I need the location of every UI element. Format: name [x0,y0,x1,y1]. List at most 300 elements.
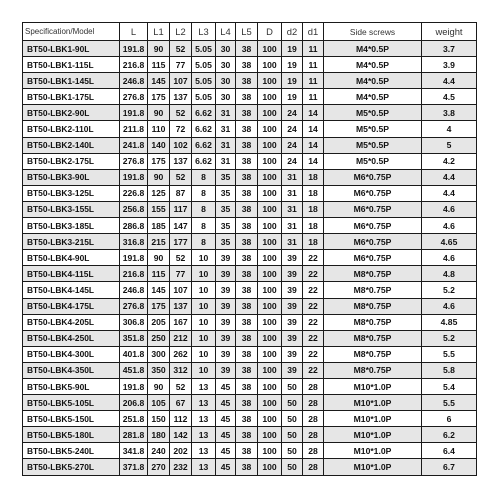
cell-l5: 38 [236,137,258,153]
cell-d1: 14 [303,153,324,169]
cell-l5: 38 [236,105,258,121]
cell-side-screws: M4*0.5P [324,41,422,57]
cell-l4: 45 [216,427,236,443]
table-row [23,185,477,201]
table-row [23,73,477,89]
cell-d: 100 [258,330,282,346]
cell-weight: 4.4 [422,73,477,89]
header-l2: L2 [170,23,192,41]
cell-l4: 35 [216,169,236,185]
cell-d2: 39 [282,282,303,298]
cell-d1: 18 [303,234,324,250]
table-row [23,346,477,362]
table-row [23,41,477,57]
cell-l5: 38 [236,362,258,378]
cell-l1: 175 [148,89,170,105]
cell-l3: 8 [192,234,216,250]
cell-model: BT50-LBK4-90L [23,250,120,266]
cell-l2: 52 [170,250,192,266]
cell-l4: 35 [216,234,236,250]
cell-l1: 300 [148,346,170,362]
cell-d1: 22 [303,346,324,362]
cell-l4: 31 [216,105,236,121]
cell-d2: 50 [282,459,303,475]
cell-l5: 38 [236,395,258,411]
cell-weight: 4.65 [422,234,477,250]
cell-l2: 112 [170,411,192,427]
cell-l4: 45 [216,459,236,475]
cell-weight: 4.4 [422,185,477,201]
cell-l: 276.8 [120,298,148,314]
cell-side-screws: M6*0.75P [324,169,422,185]
table-row [23,121,477,137]
cell-l5: 38 [236,378,258,394]
cell-model: BT50-LBK1-115L [23,57,120,73]
cell-weight: 4.2 [422,153,477,169]
cell-d: 100 [258,346,282,362]
cell-side-screws: M6*0.75P [324,201,422,217]
cell-model: BT50-LBK4-350L [23,362,120,378]
cell-l5: 38 [236,121,258,137]
cell-l: 246.8 [120,73,148,89]
cell-l2: 212 [170,330,192,346]
cell-model: BT50-LBK2-175L [23,153,120,169]
cell-l5: 38 [236,201,258,217]
cell-l5: 38 [236,234,258,250]
cell-d2: 19 [282,73,303,89]
cell-d: 100 [258,395,282,411]
cell-model: BT50-LBK4-300L [23,346,120,362]
cell-l1: 180 [148,427,170,443]
cell-side-screws: M5*0.5P [324,121,422,137]
cell-l: 211.8 [120,121,148,137]
table-row [23,201,477,217]
cell-d: 100 [258,201,282,217]
cell-l: 191.8 [120,105,148,121]
cell-l4: 31 [216,137,236,153]
cell-side-screws: M6*0.75P [324,218,422,234]
cell-l5: 38 [236,443,258,459]
cell-d: 100 [258,266,282,282]
cell-l2: 147 [170,218,192,234]
table-row [23,314,477,330]
cell-l: 241.8 [120,137,148,153]
cell-l1: 270 [148,459,170,475]
table-row [23,378,477,394]
cell-l2: 52 [170,169,192,185]
cell-d1: 22 [303,362,324,378]
cell-d1: 14 [303,137,324,153]
cell-side-screws: M10*1.0P [324,443,422,459]
cell-d1: 22 [303,266,324,282]
cell-l: 341.8 [120,443,148,459]
cell-l1: 115 [148,57,170,73]
table-body [23,41,477,476]
cell-l4: 39 [216,282,236,298]
cell-d1: 22 [303,314,324,330]
cell-weight: 6 [422,411,477,427]
cell-side-screws: M10*1.0P [324,411,422,427]
cell-d: 100 [258,57,282,73]
cell-l: 226.8 [120,185,148,201]
cell-model: BT50-LBK3-125L [23,185,120,201]
cell-l3: 10 [192,362,216,378]
cell-l4: 39 [216,266,236,282]
cell-l: 256.8 [120,201,148,217]
cell-d: 100 [258,73,282,89]
cell-l3: 13 [192,427,216,443]
cell-l4: 30 [216,57,236,73]
cell-weight: 4.6 [422,298,477,314]
cell-l1: 125 [148,185,170,201]
cell-d2: 39 [282,330,303,346]
cell-d1: 18 [303,185,324,201]
cell-side-screws: M10*1.0P [324,427,422,443]
cell-side-screws: M5*0.5P [324,105,422,121]
cell-weight: 3.7 [422,41,477,57]
cell-l2: 137 [170,298,192,314]
header-l4: L4 [216,23,236,41]
cell-d1: 11 [303,89,324,105]
cell-d: 100 [258,169,282,185]
cell-l3: 8 [192,185,216,201]
cell-model: BT50-LBK4-115L [23,266,120,282]
table-row [23,105,477,121]
cell-d2: 50 [282,395,303,411]
cell-d: 100 [258,105,282,121]
cell-side-screws: M8*0.75P [324,362,422,378]
cell-l1: 115 [148,266,170,282]
cell-l1: 90 [148,41,170,57]
cell-weight: 4.6 [422,201,477,217]
cell-d2: 19 [282,41,303,57]
cell-l: 276.8 [120,153,148,169]
cell-l: 316.8 [120,234,148,250]
cell-l: 371.8 [120,459,148,475]
table-row [23,443,477,459]
cell-l: 216.8 [120,266,148,282]
cell-l: 351.8 [120,330,148,346]
cell-model: BT50-LBK4-145L [23,282,120,298]
cell-l1: 145 [148,282,170,298]
cell-model: BT50-LBK2-90L [23,105,120,121]
cell-side-screws: M5*0.5P [324,137,422,153]
cell-weight: 4.5 [422,89,477,105]
cell-l1: 250 [148,330,170,346]
cell-side-screws: M10*1.0P [324,378,422,394]
cell-l3: 10 [192,250,216,266]
cell-side-screws: M10*1.0P [324,395,422,411]
header-d: D [258,23,282,41]
header-d2: d2 [282,23,303,41]
cell-d2: 24 [282,153,303,169]
cell-l2: 262 [170,346,192,362]
cell-weight: 4.8 [422,266,477,282]
header-l1: L1 [148,23,170,41]
cell-d2: 50 [282,443,303,459]
cell-d2: 31 [282,185,303,201]
cell-l2: 107 [170,73,192,89]
table-row [23,459,477,475]
cell-l4: 30 [216,73,236,89]
cell-l2: 107 [170,282,192,298]
cell-l4: 31 [216,121,236,137]
cell-l1: 350 [148,362,170,378]
cell-l2: 142 [170,427,192,443]
cell-d: 100 [258,378,282,394]
cell-model: BT50-LBK3-155L [23,201,120,217]
cell-l1: 150 [148,411,170,427]
cell-weight: 5.5 [422,395,477,411]
cell-d1: 28 [303,427,324,443]
table-row [23,250,477,266]
cell-weight: 6.4 [422,443,477,459]
table-row [23,362,477,378]
cell-model: BT50-LBK4-205L [23,314,120,330]
cell-l4: 30 [216,89,236,105]
cell-side-screws: M8*0.75P [324,330,422,346]
cell-l3: 8 [192,169,216,185]
cell-model: BT50-LBK3-215L [23,234,120,250]
cell-l4: 39 [216,250,236,266]
cell-l1: 105 [148,395,170,411]
cell-d: 100 [258,362,282,378]
cell-l4: 39 [216,330,236,346]
cell-l2: 77 [170,57,192,73]
cell-l2: 52 [170,105,192,121]
table-row [23,57,477,73]
cell-model: BT50-LBK5-180L [23,427,120,443]
cell-weight: 5 [422,137,477,153]
cell-l3: 13 [192,459,216,475]
table-row [23,330,477,346]
cell-d2: 50 [282,427,303,443]
cell-l3: 10 [192,298,216,314]
cell-d2: 31 [282,218,303,234]
cell-l: 451.8 [120,362,148,378]
cell-l4: 45 [216,395,236,411]
cell-d: 100 [258,298,282,314]
cell-d: 100 [258,153,282,169]
cell-d2: 31 [282,201,303,217]
cell-d2: 39 [282,250,303,266]
cell-l: 206.8 [120,395,148,411]
cell-l2: 137 [170,153,192,169]
cell-weight: 4.6 [422,218,477,234]
cell-l3: 5.05 [192,57,216,73]
cell-side-screws: M5*0.5P [324,153,422,169]
header-specification: Specification/Model [23,23,120,41]
table-row [23,169,477,185]
cell-l5: 38 [236,298,258,314]
cell-weight: 3.8 [422,105,477,121]
cell-weight: 4 [422,121,477,137]
cell-model: BT50-LBK5-150L [23,411,120,427]
cell-l3: 10 [192,282,216,298]
cell-l3: 8 [192,218,216,234]
cell-d2: 39 [282,362,303,378]
cell-d2: 24 [282,105,303,121]
cell-l: 246.8 [120,282,148,298]
cell-l1: 175 [148,153,170,169]
cell-weight: 4.6 [422,250,477,266]
cell-weight: 4.4 [422,169,477,185]
cell-l2: 102 [170,137,192,153]
cell-l1: 145 [148,73,170,89]
cell-d1: 28 [303,459,324,475]
cell-d1: 28 [303,411,324,427]
cell-d: 100 [258,411,282,427]
cell-l: 191.8 [120,169,148,185]
table-row [23,282,477,298]
cell-l4: 35 [216,218,236,234]
cell-l1: 140 [148,137,170,153]
cell-side-screws: M8*0.75P [324,346,422,362]
cell-d1: 11 [303,73,324,89]
cell-d1: 11 [303,41,324,57]
cell-d: 100 [258,427,282,443]
cell-model: BT50-LBK4-175L [23,298,120,314]
header-l5: L5 [236,23,258,41]
cell-d: 100 [258,185,282,201]
cell-weight: 6.2 [422,427,477,443]
cell-d: 100 [258,250,282,266]
table-row [23,153,477,169]
cell-l2: 312 [170,362,192,378]
cell-side-screws: M8*0.75P [324,314,422,330]
cell-side-screws: M6*0.75P [324,185,422,201]
cell-d1: 22 [303,250,324,266]
header-weight: weight [422,23,477,41]
cell-d: 100 [258,89,282,105]
cell-l3: 8 [192,201,216,217]
cell-l5: 38 [236,282,258,298]
header-l: L [120,23,148,41]
cell-l2: 77 [170,266,192,282]
cell-d2: 24 [282,121,303,137]
cell-d2: 31 [282,169,303,185]
cell-l5: 38 [236,459,258,475]
cell-l5: 38 [236,346,258,362]
cell-l2: 177 [170,234,192,250]
cell-weight: 5.4 [422,378,477,394]
cell-l1: 215 [148,234,170,250]
cell-l4: 35 [216,201,236,217]
cell-model: BT50-LBK3-90L [23,169,120,185]
cell-l5: 38 [236,411,258,427]
cell-l1: 205 [148,314,170,330]
table-row [23,89,477,105]
cell-l4: 35 [216,185,236,201]
cell-weight: 6.7 [422,459,477,475]
table-row [23,427,477,443]
cell-model: BT50-LBK4-250L [23,330,120,346]
cell-d: 100 [258,41,282,57]
table-row [23,298,477,314]
cell-d1: 11 [303,57,324,73]
cell-l4: 39 [216,362,236,378]
cell-l3: 6.62 [192,105,216,121]
cell-d: 100 [258,218,282,234]
cell-l5: 38 [236,41,258,57]
cell-l3: 10 [192,314,216,330]
table-row [23,411,477,427]
cell-model: BT50-LBK5-90L [23,378,120,394]
cell-l5: 38 [236,57,258,73]
cell-l3: 10 [192,330,216,346]
cell-d2: 39 [282,298,303,314]
cell-d2: 50 [282,378,303,394]
cell-l5: 38 [236,266,258,282]
cell-d2: 24 [282,137,303,153]
cell-l2: 87 [170,185,192,201]
cell-d1: 14 [303,105,324,121]
cell-weight: 5.8 [422,362,477,378]
cell-d2: 39 [282,314,303,330]
cell-l5: 38 [236,169,258,185]
cell-side-screws: M8*0.75P [324,298,422,314]
cell-d: 100 [258,137,282,153]
cell-l5: 38 [236,427,258,443]
cell-d: 100 [258,282,282,298]
cell-l3: 6.62 [192,137,216,153]
table-row [23,266,477,282]
cell-side-screws: M8*0.75P [324,282,422,298]
cell-d1: 22 [303,330,324,346]
spec-table-container [22,22,476,476]
cell-weight: 5.5 [422,346,477,362]
cell-l5: 38 [236,185,258,201]
cell-d2: 50 [282,411,303,427]
header-d1: d1 [303,23,324,41]
cell-model: BT50-LBK1-175L [23,89,120,105]
cell-d: 100 [258,314,282,330]
cell-l: 191.8 [120,378,148,394]
cell-l1: 175 [148,298,170,314]
cell-l2: 202 [170,443,192,459]
cell-l2: 72 [170,121,192,137]
cell-d: 100 [258,443,282,459]
cell-l4: 39 [216,314,236,330]
cell-side-screws: M4*0.5P [324,89,422,105]
cell-side-screws: M8*0.75P [324,266,422,282]
cell-l2: 67 [170,395,192,411]
table-row [23,234,477,250]
cell-d: 100 [258,121,282,137]
cell-l: 191.8 [120,41,148,57]
cell-l3: 13 [192,443,216,459]
cell-model: BT50-LBK5-240L [23,443,120,459]
cell-model: BT50-LBK5-105L [23,395,120,411]
cell-d1: 18 [303,201,324,217]
cell-d1: 28 [303,378,324,394]
cell-side-screws: M6*0.75P [324,234,422,250]
cell-l: 276.8 [120,89,148,105]
cell-l4: 45 [216,443,236,459]
cell-l5: 38 [236,153,258,169]
cell-l4: 39 [216,298,236,314]
cell-l3: 10 [192,266,216,282]
cell-d1: 22 [303,298,324,314]
cell-weight: 4.85 [422,314,477,330]
cell-d: 100 [258,459,282,475]
cell-d1: 22 [303,282,324,298]
cell-l3: 5.05 [192,41,216,57]
cell-l5: 38 [236,250,258,266]
cell-d2: 39 [282,346,303,362]
header-l3: L3 [192,23,216,41]
cell-l: 191.8 [120,250,148,266]
